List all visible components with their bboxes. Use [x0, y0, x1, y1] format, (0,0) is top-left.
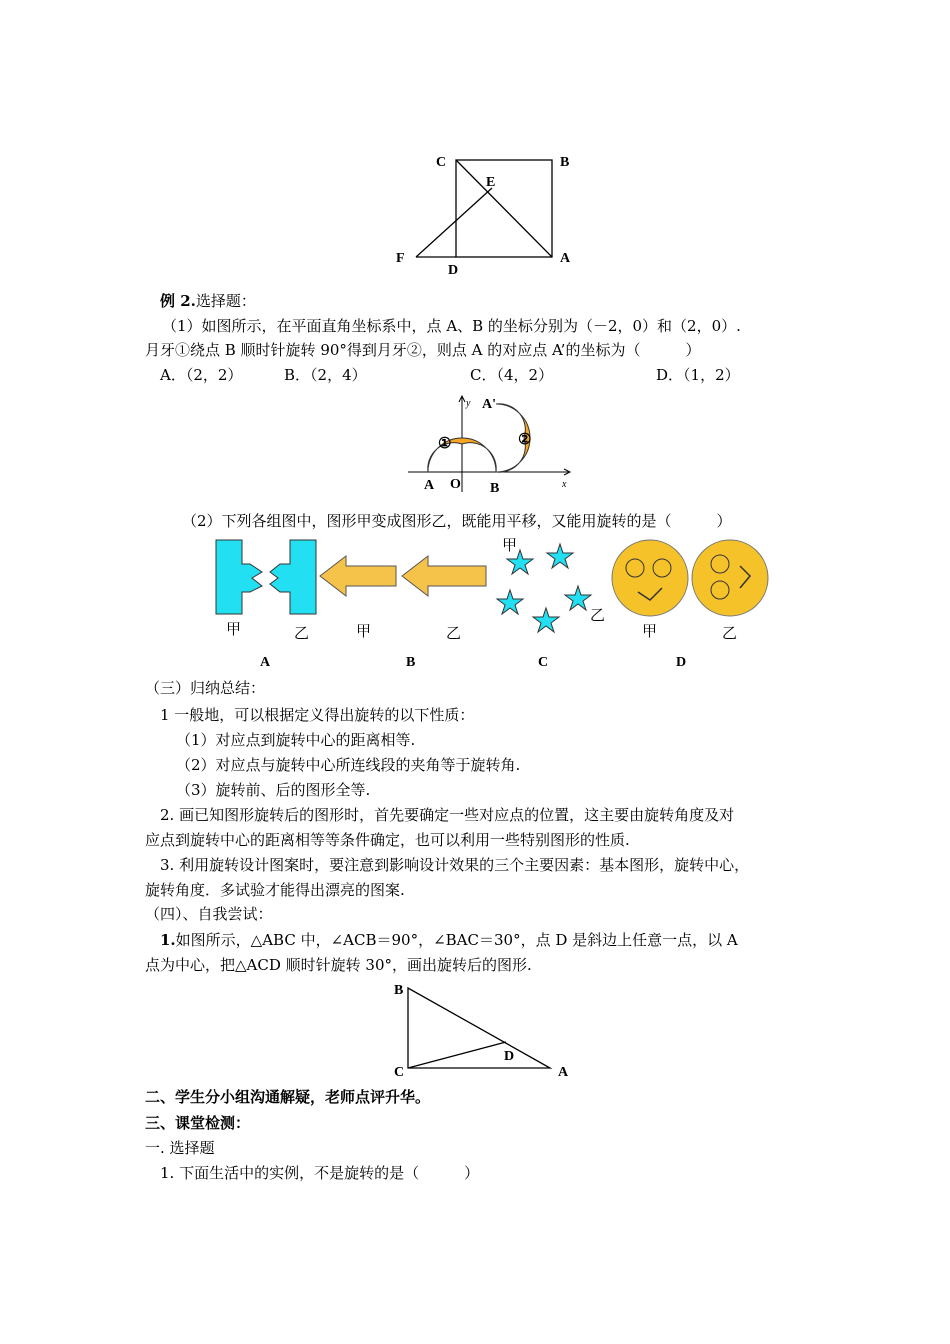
option-b-shapes — [320, 556, 486, 596]
label-yi-a: 乙 — [294, 626, 310, 642]
point-b-label: B — [560, 155, 570, 170]
shape-jia-a — [216, 540, 262, 614]
point-c-label: C — [436, 155, 447, 170]
letter-a: A — [260, 655, 271, 670]
section-2-heading: 二、学生分小组沟通解疑，老师点评升华。 — [145, 1088, 431, 1106]
choice-heading: 一. 选择题 — [145, 1139, 215, 1157]
star-4 — [533, 608, 559, 632]
shapes-figure — [210, 536, 780, 672]
shape-arrow-1 — [320, 556, 396, 596]
o-label: O — [450, 477, 461, 492]
a-label: A — [424, 478, 435, 493]
star-2 — [547, 544, 573, 568]
summary-p1c: （3）旋转前、后的图形全等. — [176, 781, 371, 799]
point-d-label: D — [448, 263, 459, 278]
cd-line — [408, 1042, 506, 1068]
moon-figure — [400, 392, 580, 500]
option-d: D．（1，2） — [656, 366, 740, 384]
example2-q2: （2）下列各组图中，图形甲变成图形乙，既能用平移，又能用旋转的是（ ） — [182, 512, 732, 530]
diagonal-line — [456, 160, 552, 257]
letter-c: C — [538, 655, 549, 670]
y-axis-label: y — [466, 398, 471, 409]
option-c-shapes — [497, 544, 591, 632]
summary-heading: （三）归纳总结： — [145, 679, 266, 697]
summary-p1b: （2）对应点与旋转中心所连线段的夹角等于旋转角. — [176, 756, 521, 774]
letter-d: D — [676, 655, 687, 670]
star-3 — [565, 586, 591, 610]
circle-2-label: ② — [518, 432, 532, 448]
summary-p3-line2: 旋转角度．多试验才能得出漂亮的图案. — [145, 881, 405, 899]
point-e-label: E — [486, 175, 496, 190]
summary-p2-line1: 2. 画已知图形旋转后的图形时，首先要确定一些对应点的位置，这主要由旋转角度及对 — [160, 806, 735, 824]
tri-d-label: D — [504, 1049, 515, 1064]
label-jia-a: 甲 — [226, 622, 242, 638]
summary-p3-line1: 3. 利用旋转设计图案时，要注意到影响设计效果的三个主要因素：基本图形，旋转中心， — [160, 856, 750, 874]
option-d-shapes — [612, 540, 768, 616]
label-yi-d: 乙 — [722, 626, 738, 642]
triangle-figure — [388, 978, 588, 1080]
example2-q1-line1: （1）如图所示，在平面直角坐标系中，点 A、B 的坐标分别为（－2，0）和（2，0）. — [162, 317, 741, 335]
square-figure — [380, 150, 590, 278]
summary-p1: 1 一般地，可以根据定义得出旋转的以下性质： — [160, 706, 475, 724]
self-try-q-line1: 1.如图所示，△ABC 中，∠ACB＝90°，∠BAC＝30°，点 D 是斜边上任意一点，以 A — [160, 931, 738, 949]
face-jia — [612, 540, 688, 616]
letter-b: B — [406, 655, 416, 670]
circle-1-label: ① — [438, 436, 452, 452]
summary-p1a: （1）对应点到旋转中心的距离相等. — [176, 731, 416, 749]
option-a: A．（2，2） — [160, 366, 243, 384]
section-3-heading: 三、课堂检测： — [145, 1114, 251, 1132]
self-try-q-line2: 点为中心，把△ACD 顺时针旋转 30°，画出旋转后的图形. — [145, 956, 532, 974]
label-jia-d: 甲 — [642, 624, 658, 640]
fe-line — [416, 188, 492, 257]
shape-yi-a — [270, 540, 316, 614]
summary-p2-line2: 应点到旋转中心的距离相等等条件确定，也可以利用一些特别图形的性质. — [145, 831, 630, 849]
self-try-heading: （四）、自我尝试： — [145, 905, 273, 923]
triangle-shape — [408, 988, 550, 1068]
face-yi — [692, 540, 768, 616]
tri-c-label: C — [394, 1065, 405, 1080]
label-yi-c: 乙 — [590, 608, 606, 624]
point-f-label: F — [396, 251, 405, 266]
x-axis-label: x — [562, 479, 567, 490]
example2-q1-line2: 月牙①绕点 B 顺时针旋转 90°得到月牙②，则点 A 的对应点 A’的坐标为（ ） — [145, 341, 701, 359]
a-prime-label: A' — [482, 397, 496, 412]
star-5 — [497, 590, 523, 614]
shape-arrow-2 — [402, 556, 486, 596]
option-c: C．（4，2） — [470, 366, 554, 384]
choice-q1: 1. 下面生活中的实例，不是旋转的是（ ） — [160, 1164, 480, 1182]
example2-heading: 例 2.选择题： — [160, 292, 256, 310]
label-jia-c: 甲 — [502, 538, 518, 554]
option-b: B．（2，4） — [284, 366, 367, 384]
label-jia-b: 甲 — [356, 624, 372, 640]
point-a-label: A — [560, 251, 571, 266]
tri-a-label: A — [558, 1065, 569, 1080]
b-label: B — [490, 481, 500, 496]
label-yi-b: 乙 — [446, 626, 462, 642]
tri-b-label: B — [394, 983, 404, 998]
option-a-shapes — [216, 540, 316, 614]
